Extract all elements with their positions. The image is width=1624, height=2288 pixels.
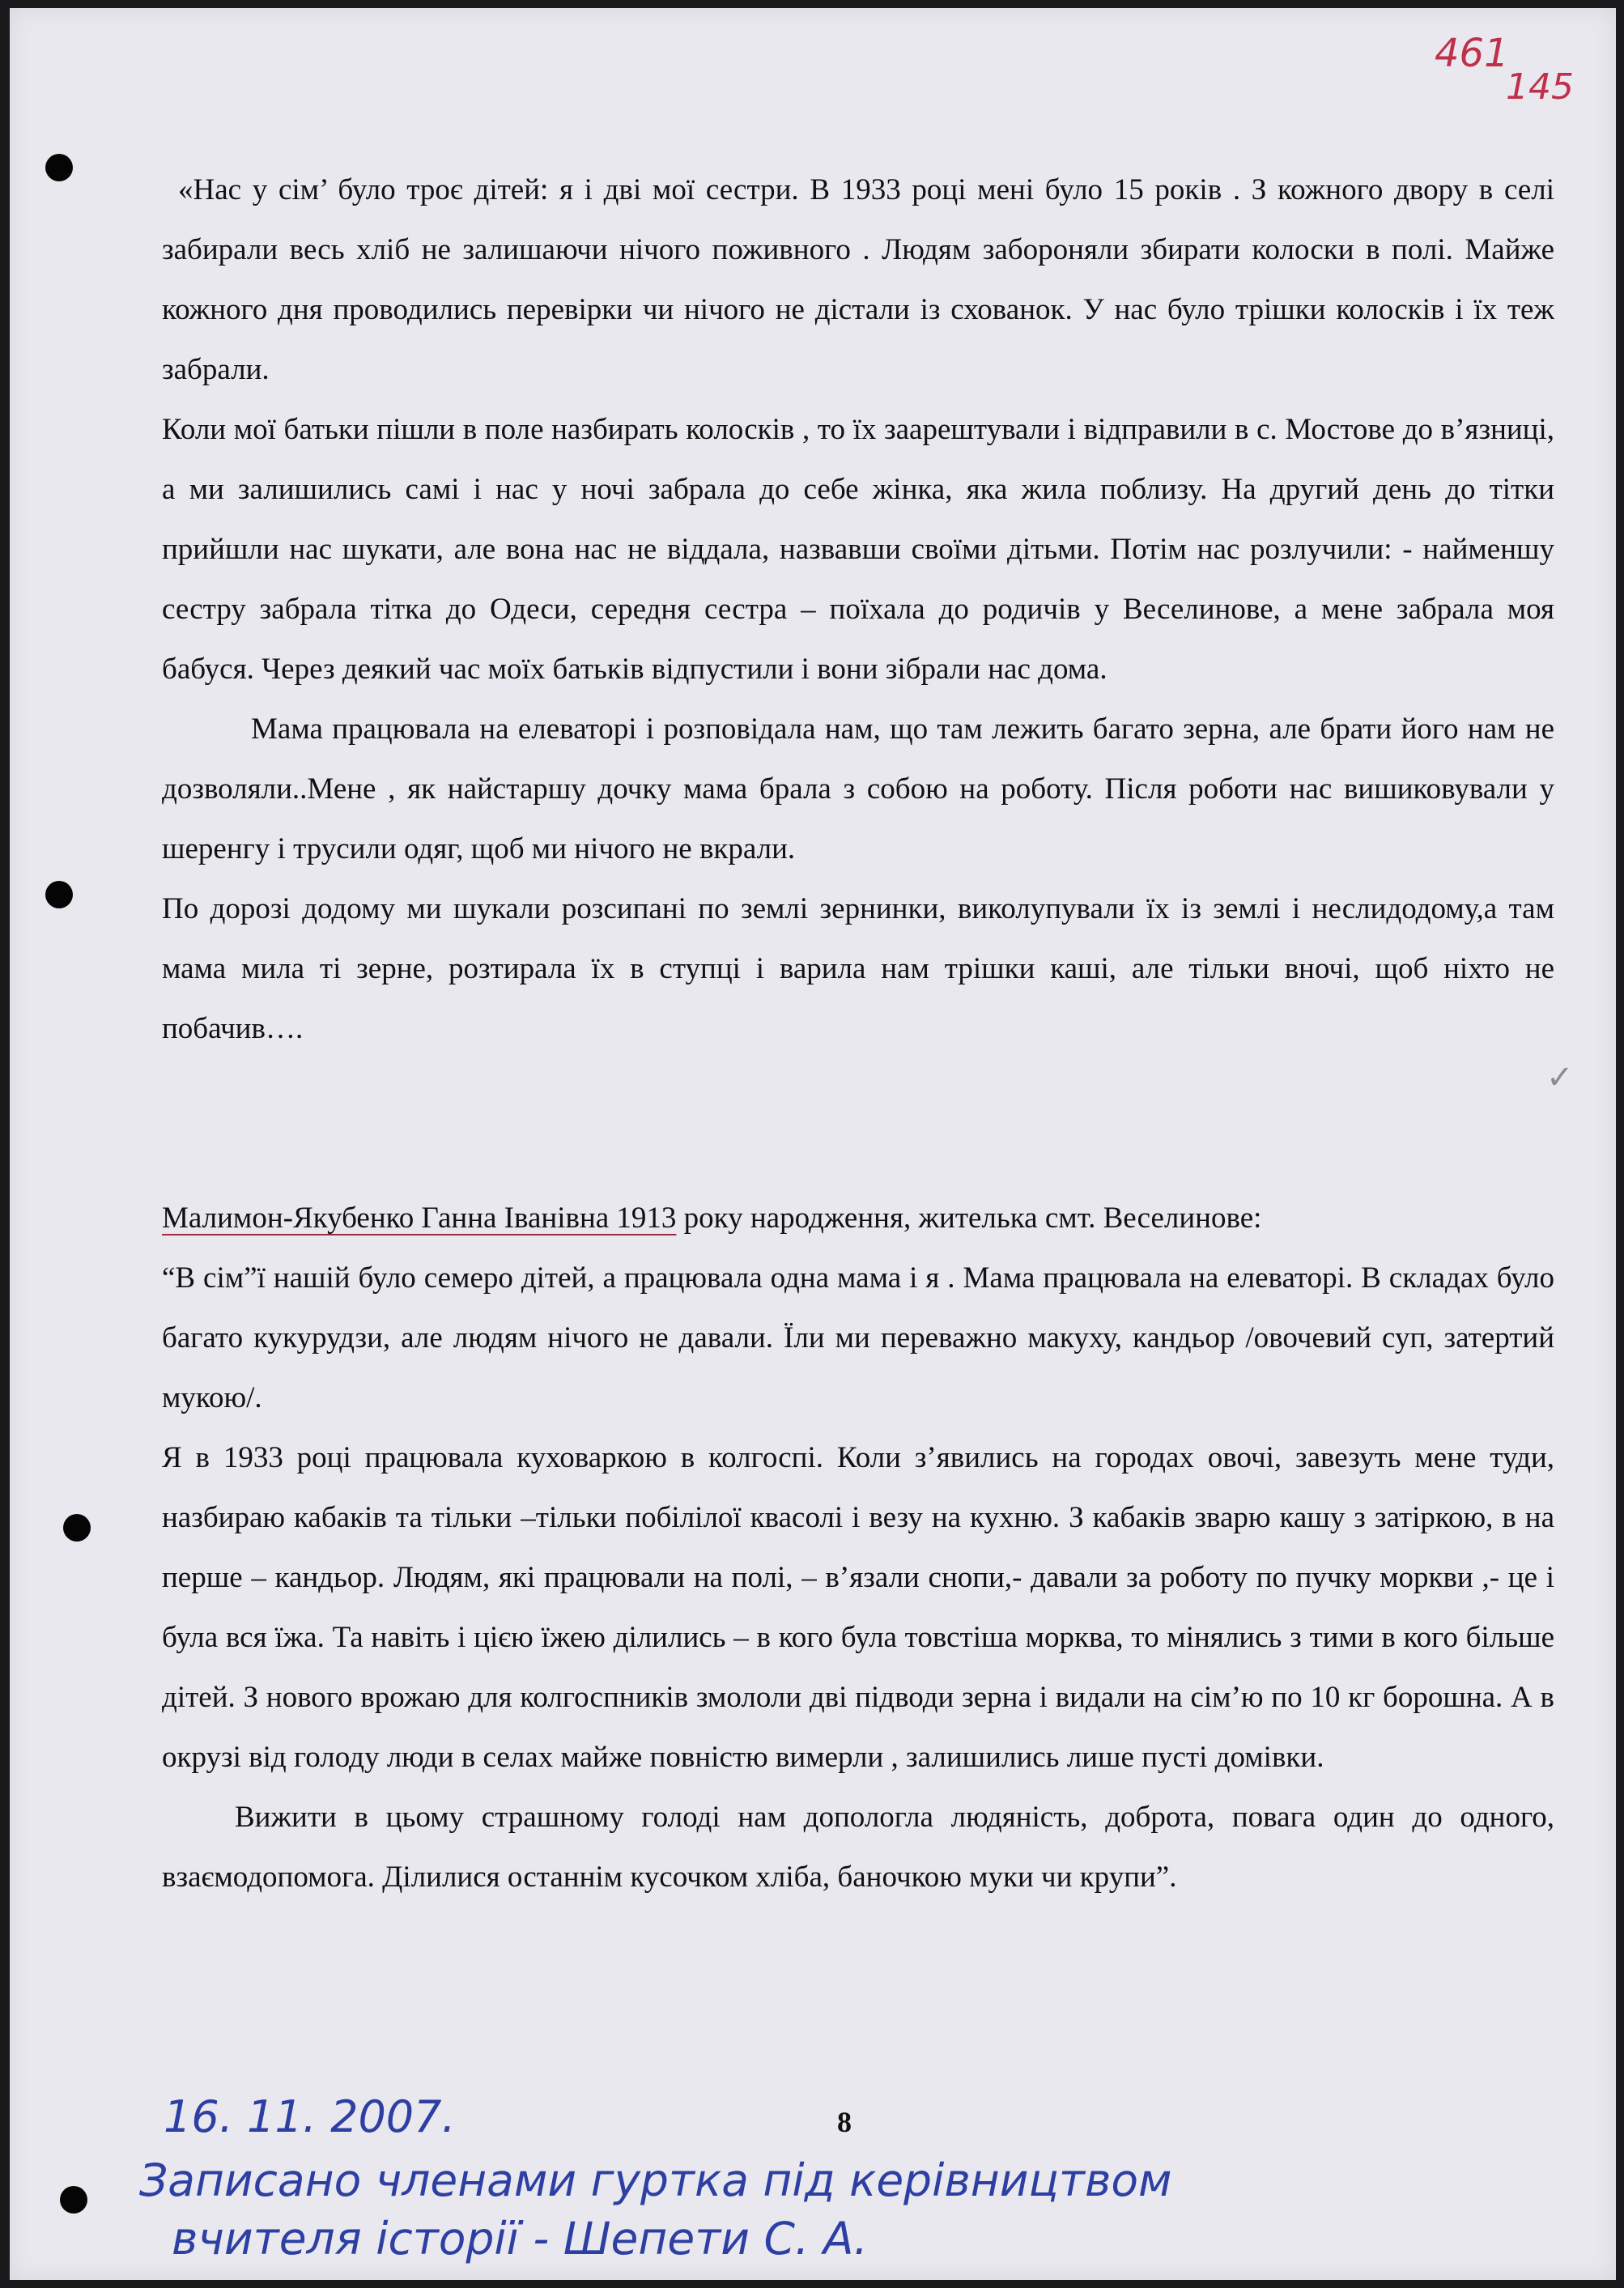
paragraph: Я в 1933 році працювала куховаркою в колгоспі. Коли з’явились на городах овочі, завезуть мене туди, назбираю кабаків та тільки –тільки побілілої квасолі і везу на кухню. З кабаків зварю кашу з затіркою, в на перше – кандьор. Людям, які працювали на полі, – в’язали снопи,- давали за роботу по пучку моркви ,- це і була вся їжа. Та навіть і цією їжею ділились – в кого була товстіша морква, то мінялись з тими в кого більше дітей. З нового врожаю для колгоспників змололи дві підводи зерна і видали на сім’ю по 10 кг борошна. А в окрузі від голоду люди в селах майже повністю вимерли , залишились лише пусті домівки.	[162, 1441, 1554, 1774]
handwritten-note-line-1: Записано членами гуртка під керівництвом	[139, 2154, 1172, 2206]
testimony-2	[162, 1189, 1554, 1907]
paragraph: «Нас у сім’ було троє дітей: я і дві мої сестри. В 1933 році мені було 15 років . З кожного двору в селі забирали весь хліб не залишаючи нічого поживного . Людям забороняли збирати колоски в полі. Майже кожного дня проводились перевірки чи нічого не дістали із схованок. У нас було трішки колосків і їх теж забрали.	[162, 173, 1554, 386]
witness-line	[162, 1189, 1554, 1248]
paragraph: По дорозі додому ми шукали розсипані по землі зернинки, виколупували їх із землі і неслидодому,а там мама мила ті зерне, розтирала їх в ступці і варила нам трішки каші, але тільки вночі, щоб ніхто не побачив….	[162, 892, 1554, 1045]
binder-hole	[45, 881, 73, 908]
document-page	[10, 8, 1616, 2280]
archive-file-number: 461	[1435, 31, 1509, 76]
handwritten-date: 16. 11. 2007.	[164, 2091, 456, 2142]
witness-name: Малимон-Якубенко Ганна Іванівна 1913	[162, 1201, 677, 1235]
binder-hole	[45, 154, 73, 181]
testimony-1	[162, 160, 1554, 1059]
paragraph: Мама працювала на елеваторі і розповідала нам, що там лежить багато зерна, але брати його нам не дозволяли..Мене , як найстаршу дочку мама брала з собою на роботу. Після роботи нас вишиковували у шеренгу і трусили одяг, щоб ми нічого не вкрали.	[162, 712, 1554, 865]
witness-details: року народження, жителька смт. Веселинове:	[676, 1201, 1262, 1235]
paragraph: Коли мої батьки пішли в поле назбирать колосків , то їх заарештували і відправили в с. Мостове до в’язниці, а ми залишились самі і нас у ночі забрала до себе жінка, яка жила поблизу. На другий день до тітки прийшли нас шукати, але вона нас не віддала, назвавши своїми дітьми. Потім нас розлучили: - найменшу сестру забрала тітка до Одеси, середня сестра – поїхала до родичів у Веселинове, а мене забрала моя бабуся. Через деякий час моїх батьків відпустили і вони зібрали нас дома.	[162, 413, 1554, 686]
page-number: 8	[837, 2106, 852, 2138]
paragraph: Вижити в цьому страшному голоді нам допологла людяність, доброта, повага один до одного, взаємодопомога. Ділилися останнім кусочком хліба, баночкою муки чи крупи”.	[162, 1801, 1554, 1894]
binder-hole	[60, 2186, 87, 2214]
paragraph: “В сім”ї нашій було семеро дітей, а працювала одна мама і я . Мама працювала на елеваторі. В складах було багато кукурудзи, але людям нічого не давали. Їли ми переважно макуху, кандьор /овочевий суп, затертий мукою/.	[162, 1261, 1554, 1414]
check-mark-icon: ✓	[1546, 1059, 1574, 1096]
binder-hole	[63, 1514, 91, 1542]
archive-sheet-number: 145	[1506, 66, 1574, 108]
handwritten-note-line-2: вчителя історії - Шепети С. А.	[172, 2213, 868, 2265]
